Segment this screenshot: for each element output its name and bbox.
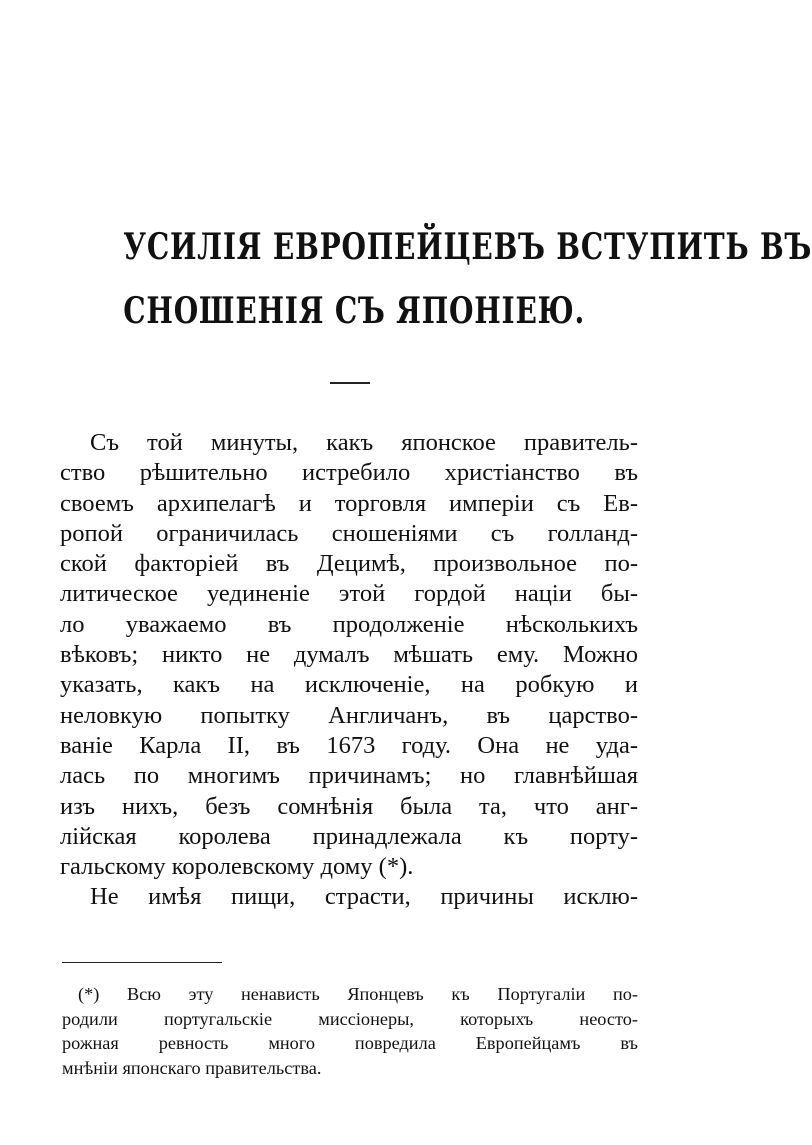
footnote — [62, 982, 638, 1080]
body-line: ваніе Карла II, въ 1673 году. Она не уда- — [60, 731, 638, 759]
body-line: литическое уединеніе этой гордой націи бы- — [60, 580, 638, 608]
footnote-line: рожная ревность много повредила Европейцамъ въ — [62, 1033, 638, 1053]
body-line: гальскому королевскому дому (*). — [60, 853, 414, 881]
body-line: неловкую попытку Англичанъ, въ царство- — [60, 701, 638, 729]
footnote-line: мнѣніи японскаго правительства. — [62, 1057, 322, 1078]
body-line: лійская королева принадлежала къ порту- — [60, 822, 638, 850]
footnote-line: (*) Всю эту ненависть Японцевъ къ Португаліи по- — [78, 984, 638, 1004]
body-line: своемъ архипелагѣ и торговля имперіи съ Ев- — [60, 489, 638, 517]
body-line: ло уважаемо въ продолженіе нѣсколькихъ — [60, 610, 638, 638]
chapter-title-line-1: УСИЛІЯ ЕВРОПЕЙЦЕВЪ ВСТУПИТЬ ВЪ — [123, 226, 812, 268]
body-line: ропой ограничилась сношеніями съ голланд- — [60, 519, 638, 547]
body-line: лась по многимъ причинамъ; но главнѣйшая — [60, 762, 638, 790]
chapter-title — [123, 215, 812, 343]
chapter-title-line-2: СНОШЕНІЯ СЪ ЯПОНІЕЮ. — [123, 290, 586, 332]
body-line: Не имѣя пищи, страсти, причины исклю- — [90, 883, 638, 911]
body-line: ской факторіей въ Децимѣ, произвольное по- — [60, 550, 638, 578]
body-line: изъ нихъ, безъ сомнѣнія была та, что анг- — [60, 792, 638, 820]
title-separator — [330, 382, 370, 384]
body-text — [60, 428, 638, 913]
body-line: указать, какъ на исключеніе, на робкую и — [60, 671, 638, 699]
body-line: ство рѣшительно истребило христіанство въ — [60, 459, 638, 487]
body-line: вѣковъ; никто не думалъ мѣшать ему. Можно — [60, 641, 638, 669]
footnote-line: родили португальскіе миссіонеры, которыхъ неосто- — [62, 1008, 638, 1029]
body-line: Съ той минуты, какъ японское правитель- — [90, 429, 638, 456]
footnote-separator — [62, 962, 222, 963]
